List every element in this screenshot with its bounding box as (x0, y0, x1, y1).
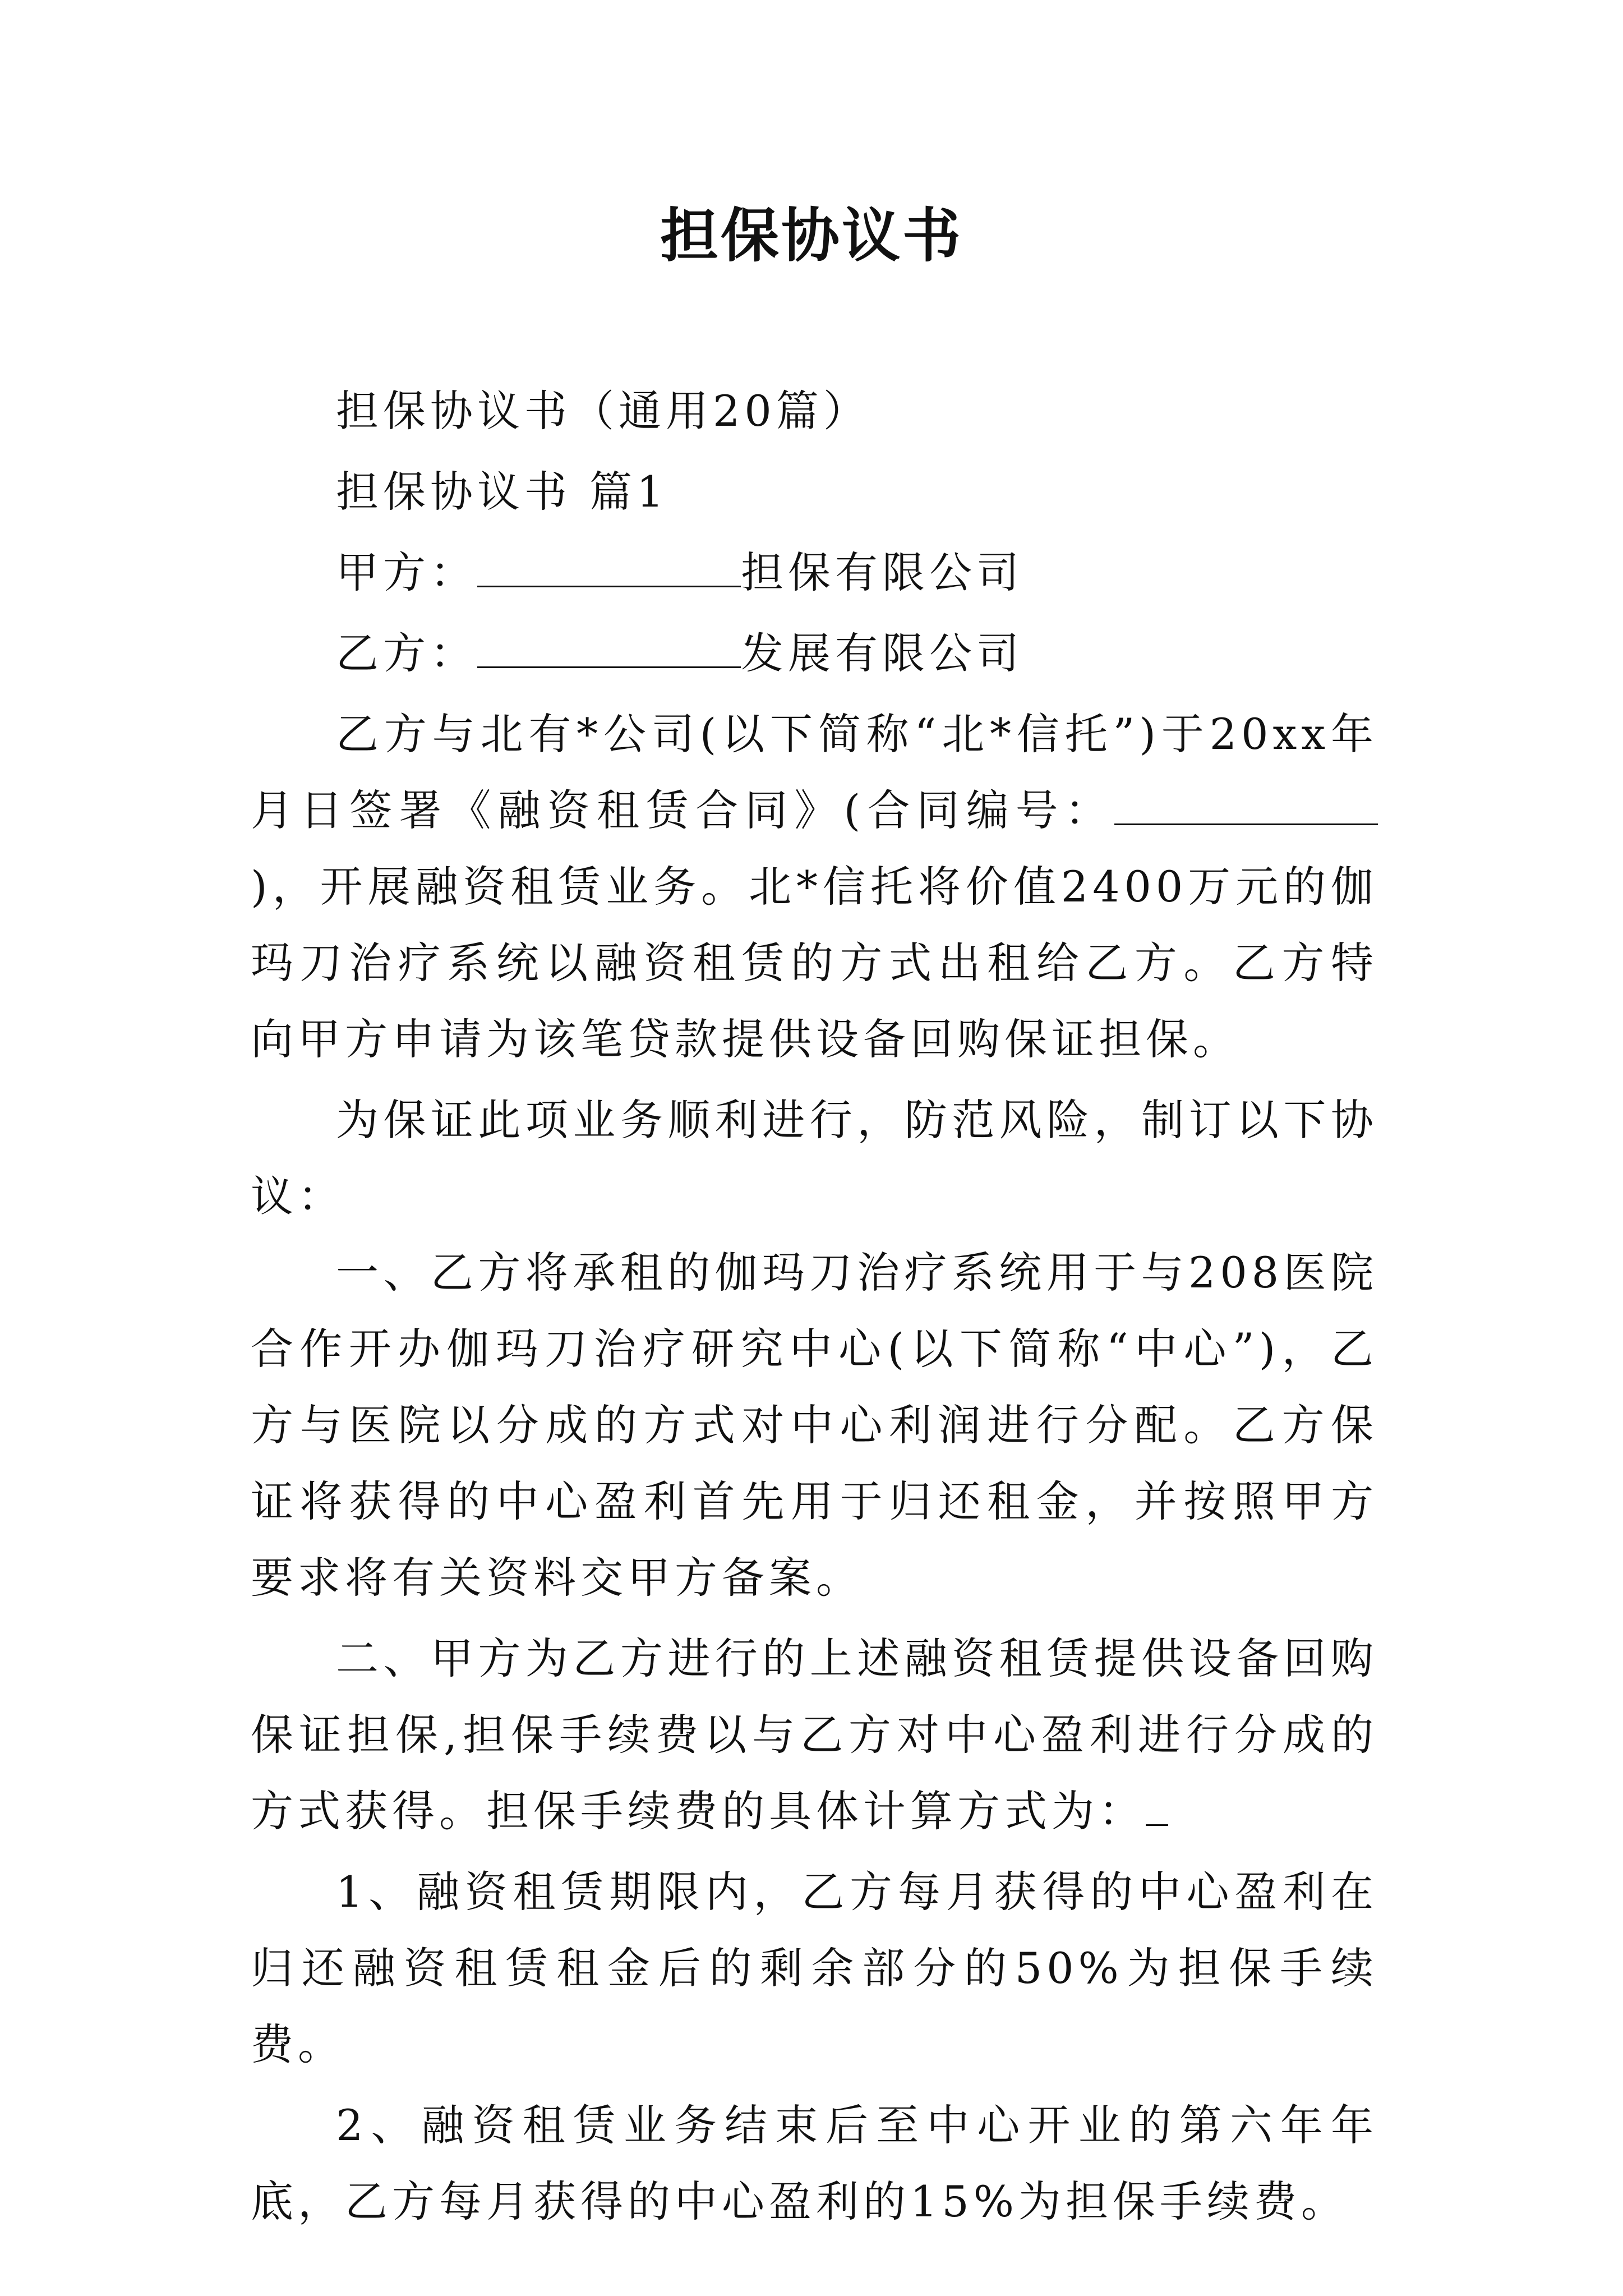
paragraph-5-text: 1、融资租赁期限内，乙方每月获得的中心盈利在归还融资租赁租金后的剩余部分的50%为担保手续费。 (251, 1867, 1378, 2069)
party-b-label: 乙方： (336, 628, 477, 678)
paragraph-4 (251, 1621, 1378, 1849)
paragraph-1-part-b: )，开展融资租赁业务。北*信托将价值2400万元的伽玛刀治疗系统以融资租赁的方式出租给乙方。乙方特向甲方申请为该笔贷款提供设备回购保证担保。 (251, 862, 1378, 1064)
party-a-line (251, 535, 1378, 611)
paragraph-5 (251, 1854, 1378, 2083)
party-b-line (251, 615, 1378, 692)
subtitle-line (251, 373, 1378, 449)
party-b-blank (477, 664, 741, 668)
party-a-label: 甲方： (336, 547, 477, 597)
subtitle-text: 担保协议书（通用20篇） (336, 386, 870, 436)
paragraph-2 (251, 1082, 1378, 1235)
paragraph-6 (251, 2087, 1378, 2240)
paragraph-6-text: 2、融资租赁业务结束后至中心开业的第六年年底，乙方每月获得的中心盈利的15%为担保手续费。 (251, 2100, 1378, 2226)
party-b-suffix: 发展有限公司 (741, 628, 1023, 678)
party-a-blank (477, 583, 741, 587)
paragraph-3-text: 一、乙方将承租的伽玛刀治疗系统用于与208医院合作开办伽玛刀治疗研究中心(以下简称“中心”)，乙方与医院以分成的方式对中心利润进行分配。乙方保证将获得的中心盈利首先用于归还租金，并按照甲方要求将有关资料交甲方备案。 (251, 1248, 1378, 1603)
paragraph-3 (251, 1235, 1378, 1616)
paragraph-1 (251, 696, 1378, 1078)
chapter-text: 担保协议书 篇1 (336, 467, 668, 517)
chapter-line (251, 454, 1378, 530)
paragraph-2-text: 为保证此项业务顺利进行，防范风险，制订以下协议： (251, 1095, 1378, 1221)
fee-calc-blank (1146, 1822, 1168, 1826)
contract-number-blank (1114, 821, 1378, 825)
paragraph-1-part-a: 乙方与北有*公司(以下简称“北*信托”)于20xx年月日签署《融资租赁合同》(合同编号： (251, 709, 1378, 835)
document-body (251, 373, 1378, 2240)
paragraph-4-text: 二、甲方为乙方进行的上述融资租赁提供设备回购保证担保,担保手续费以与乙方对中心盈利进行分成的方式获得。担保手续费的具体计算方式为： (251, 1634, 1378, 1836)
party-a-suffix: 担保有限公司 (741, 547, 1023, 597)
document-title: 担保协议书 (660, 201, 963, 270)
